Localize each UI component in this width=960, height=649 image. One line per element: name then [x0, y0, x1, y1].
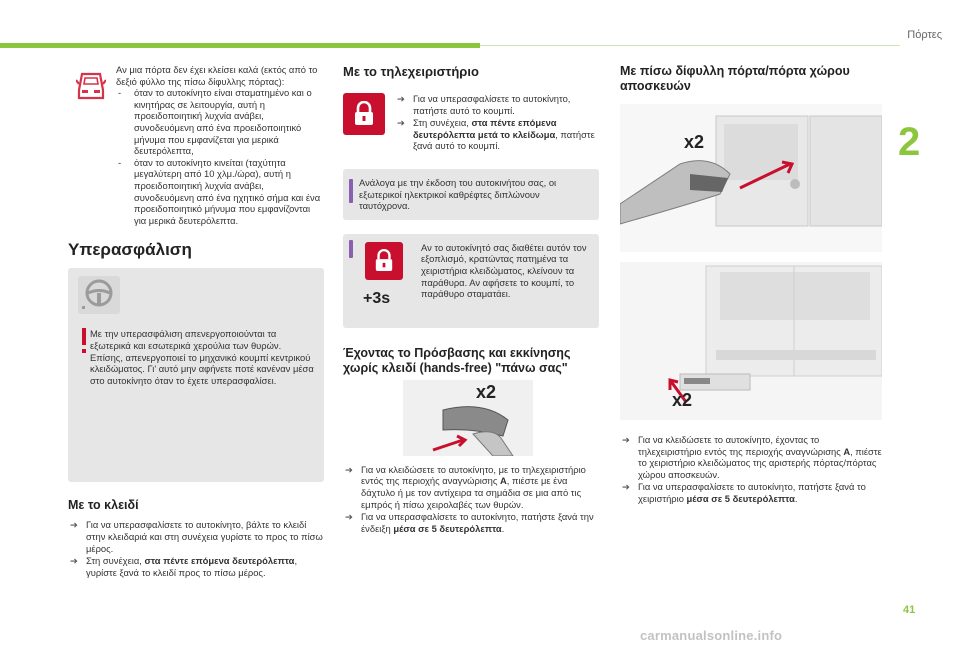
list-item: ➔ Για να υπερασφαλίσετε το αυτοκίνητο, πατήστε ξανά το χειριστήριο μέσα σε 5 δευτερόλεπτα.	[622, 481, 866, 504]
deadlock-warning-text: Με την υπερασφάλιση απενεργοποιούνται τα εξωτερικά και εσωτερικά χερούλια των θυρών. Επίσης, απενεργοποιεί το μηχανικό κουμπί κεντρικού κλειδώματος. Γι' αυτό μην αφήνετε ποτέ κανέναν μέσα στο αυτοκίνητο όταν το έχετε υπερασφαλίσει.	[90, 328, 314, 386]
info-icon	[349, 240, 353, 258]
hold-duration-label: +3s	[363, 289, 391, 307]
side-door-illustration	[620, 104, 882, 252]
watermark: carmanualsonline.info	[640, 628, 783, 643]
arrow-bullet-icon: ➔	[622, 434, 630, 445]
column-right	[620, 64, 882, 506]
info-panel-mirrors	[343, 169, 599, 220]
press-count-label: x2	[672, 390, 693, 410]
arrow-bullet-icon: ➔	[397, 117, 405, 129]
list-item: ➔ Για να κλειδώσετε το αυτοκίνητο, έχοντας το τηλεχειριστήριο εντός της περιοχής αναγνώρισης A, πιέστε το χειριστήριο κλειδώματος της αριστερής πόρτας/πόρτας χώρου αποσκευών.	[622, 434, 882, 480]
info-mirrors-text: Ανάλογα με την έκδοση του αυτοκινήτου σας, οι εξωτερικοί ηλεκτρικοί καθρέφτες διπλώνουν ταυτόχρονα.	[359, 176, 557, 212]
page-number: 41	[903, 604, 916, 616]
section-title-rear-door: Με πίσω δίφυλλη πόρτα/πόρτα χώρου αποσκευών	[620, 64, 850, 93]
arrow-bullet-icon: ➔	[70, 519, 78, 531]
info-windows-text: Αν το αυτοκίνητό σας διαθέτει αυτόν τον εξοπλισμό, κρατώντας πατημένα τα χειριστήρια κλειδώματος, κλείνουν τα παράθυρα. Αν αφήσετε το κουμπί, το παράθυρο σταματάει.	[421, 241, 587, 300]
section-title-key: Με το κλειδί	[68, 498, 139, 513]
section-title-handsfree: Έχοντας το Πρόσβασης και εκκίνησης χωρίς κλειδί (hands-free) "πάνω σας"	[343, 345, 571, 375]
list-item: - όταν το αυτοκίνητο κινείται (ταχύτητα μεγαλύτερη από 10 χλμ./ώρα), αυτή η προειδοποιητική λυχνία ανάβει, συνοδευόμενη από ένα ηχητικό σήμα και ένα προειδοποιητικό μήνυμα που εμφανίζονται για μερικά δευτερόλεπτα.	[118, 156, 321, 226]
list-item: ➔ Στη συνέχεια, στα πέντε επόμενα δευτερόλεπτα μετά το κλείδωμα, πατήστε ξανά αυτό το κουμπί.	[397, 117, 595, 152]
list-item: ➔ Στη συνέχεια, στα πέντε επόμενα δευτερόλεπτα, γυρίστε ξανά το κλειδί προς το πίσω μέρος.	[70, 555, 298, 578]
door-warning-intro: Αν μια πόρτα δεν έχει κλείσει καλά (εκτός από το δεξιό φύλλο της πίσω δίφυλλης πόρτας):	[116, 64, 318, 87]
steering-wheel-icon	[78, 276, 120, 314]
press-count-label: x2	[684, 132, 705, 152]
arrow-bullet-icon: ➔	[345, 463, 353, 475]
section-title-remote: Με το τηλεχειριστήριο	[343, 64, 479, 79]
warning-exclamation-icon	[80, 328, 88, 354]
chapter-number: 2	[898, 120, 921, 164]
list-item: - όταν το αυτοκίνητο είναι σταματημένο και ο κινητήρας σε λειτουργία, αυτή η προειδοποιητική λυχνία ανάβει, συνοδευόμενη από ένα προειδοποιητικό μήνυμα που εμφανίζεται για μερικά δευτερόλεπτα,	[118, 87, 312, 157]
header-bar	[0, 43, 480, 48]
tailgate-illustration	[620, 262, 882, 420]
warning-panel	[68, 268, 324, 482]
arrow-bullet-icon: ➔	[70, 555, 78, 567]
column-middle	[343, 64, 599, 535]
arrow-bullet-icon: ➔	[622, 481, 630, 493]
arrow-bullet-icon: ➔	[397, 93, 405, 104]
lock-button-icon	[365, 242, 403, 280]
list-item: ➔ Για να υπερασφαλίσετε το αυτοκίνητο, πατήστε αυτό το κουμπί.	[397, 93, 571, 116]
list-item: ➔ Για να υπερασφαλίσετε το αυτοκίνητο, βάλτε το κλειδί στην κλειδαριά και στη συνέχεια γυρίστε το προς το πίσω μέρος.	[70, 519, 323, 554]
chapter-title: Πόρτες	[907, 29, 942, 41]
list-item: ➔ Για να υπερασφαλίσετε το αυτοκίνητο, πατήστε ξανά την ένδειξη μέσα σε 5 δευτερόλεπτα.	[345, 511, 594, 534]
info-panel-windows	[343, 234, 599, 328]
column-left	[68, 64, 324, 579]
lock-button-icon	[343, 93, 385, 135]
door-handle-illustration	[343, 380, 599, 456]
header-rule	[480, 45, 900, 46]
list-item: ➔ Για να κλειδώσετε το αυτοκίνητο, με το τηλεχειριστήριο εντός της περιοχής αναγνώρισης A, πιέστε με ένα δάχτυλο ή με τον αντίχειρα τα σημάδια σε μια από τις εμπρός ή πίσω χειρολαβές των θυρών.	[345, 463, 586, 510]
section-title-deadlocking: Υπερασφάλιση	[68, 240, 192, 260]
arrow-bullet-icon: ➔	[345, 511, 353, 523]
info-icon	[349, 179, 353, 203]
press-count-label: x2	[476, 381, 497, 402]
door-open-warning-icon	[68, 64, 108, 226]
